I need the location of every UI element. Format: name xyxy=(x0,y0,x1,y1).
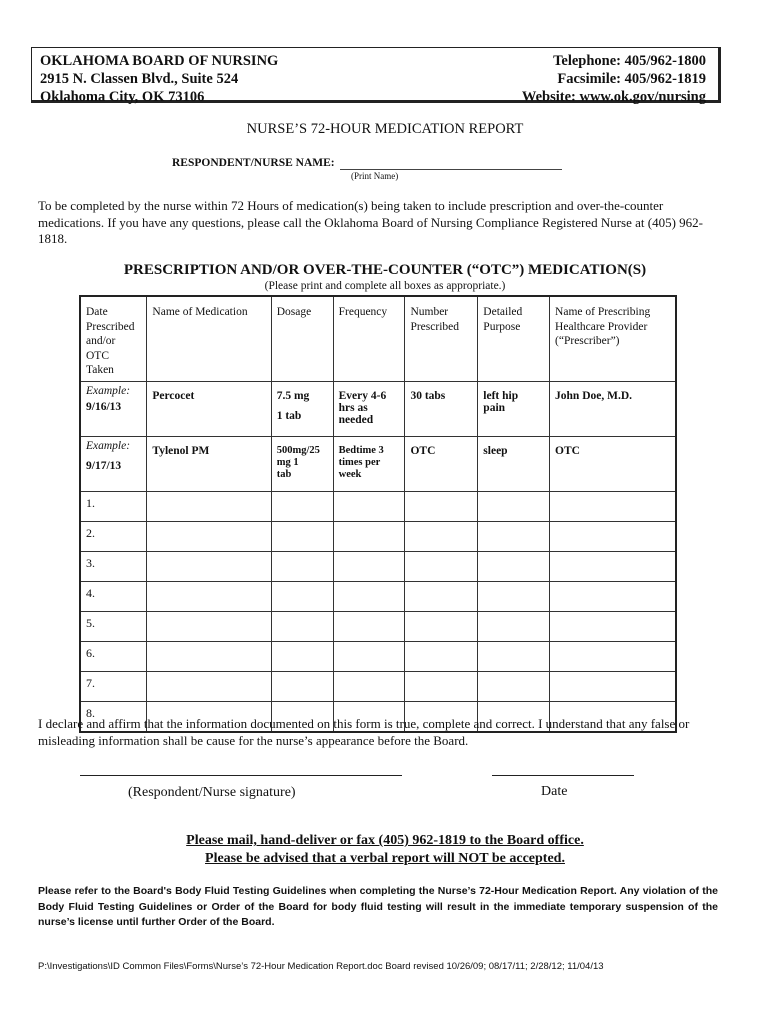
entry-cell[interactable] xyxy=(550,671,676,701)
entry-cell[interactable] xyxy=(405,581,478,611)
section-instructions: (Please print and complete all boxes as appropriate.) xyxy=(264,280,506,292)
entry-cell[interactable] xyxy=(271,611,333,641)
entry-cell[interactable] xyxy=(478,491,550,521)
example-number: OTC xyxy=(405,436,478,491)
example-label: Example: xyxy=(86,439,131,452)
example-prescriber: OTC xyxy=(550,436,676,491)
entry-cell[interactable] xyxy=(147,611,271,641)
entry-cell[interactable] xyxy=(147,581,271,611)
signature-field[interactable] xyxy=(80,775,402,776)
declaration-paragraph: I declare and affirm that the information documented on this form is true, complete and correct. I understand that any false or misleading information shall be cause for the nurse’s appearance before the Board. xyxy=(38,716,690,748)
entry-cell[interactable] xyxy=(333,581,405,611)
entry-cell[interactable] xyxy=(405,521,478,551)
entry-cell[interactable] xyxy=(271,491,333,521)
example-purpose: sleep xyxy=(478,436,550,491)
example-purpose: left hip pain xyxy=(478,381,550,436)
example-date: 9/17/13 xyxy=(86,459,122,472)
address-line-2: Oklahoma City, OK 73106 xyxy=(40,89,205,105)
letterhead-left xyxy=(40,52,278,106)
print-name-hint: (Print Name) xyxy=(351,171,399,181)
col-dosage-header: Dosage xyxy=(271,296,333,381)
row-number: 5. xyxy=(80,611,147,641)
date-field[interactable] xyxy=(492,775,634,776)
table-header-row xyxy=(80,296,676,381)
respondent-name-label: RESPONDENT/NURSE NAME: xyxy=(172,157,335,169)
example-number: 30 tabs xyxy=(405,381,478,436)
intro-paragraph: To be completed by the nurse within 72 Hours of medication(s) being taken to include prescription and over-the-counter medications. If you have any questions, please call the Oklahoma Board of Nursing Compliance Registered Nurse at (405) 962-1818. xyxy=(38,198,703,246)
facsimile: Facsimile: 405/962-1819 xyxy=(557,71,706,87)
table-row xyxy=(80,611,676,641)
col-name-header: Name of Medication xyxy=(147,296,271,381)
example-row-1 xyxy=(80,381,676,436)
section-title: PRESCRIPTION AND/OR OVER-THE-COUNTER (“OTC”) MEDICATION(S) xyxy=(123,262,647,278)
col-number-header: Number Prescribed xyxy=(405,296,478,381)
entry-cell[interactable] xyxy=(550,491,676,521)
entry-cell[interactable] xyxy=(333,521,405,551)
table-row xyxy=(80,491,676,521)
telephone: Telephone: 405/962-1800 xyxy=(553,53,706,69)
mail-instruction: Please mail, hand-deliver or fax (405) 962-1819 to the Board office. xyxy=(186,833,584,848)
signature-label: (Respondent/Nurse signature) xyxy=(128,785,296,800)
entry-cell[interactable] xyxy=(405,611,478,641)
entry-cell[interactable] xyxy=(333,491,405,521)
col-purpose-header: Detailed Purpose xyxy=(478,296,550,381)
body-fluid-notice: Please refer to the Board's Body Fluid Testing Guidelines when completing the Nurse’s 72-Hour Medication Report. Any violation of the Body Fluid Testing Guidelines or Order of the Board for body fluid testing will result in the immediate temporary suspension of the nurse’s license until further Order of the Board. xyxy=(38,885,718,928)
example-dosage: 500mg/25 mg 1 tab xyxy=(271,436,333,491)
row-number: 1. xyxy=(80,491,147,521)
date-label: Date xyxy=(541,784,568,799)
entry-cell[interactable] xyxy=(333,611,405,641)
entry-cell[interactable] xyxy=(271,671,333,701)
entry-cell[interactable] xyxy=(147,491,271,521)
table-row xyxy=(80,641,676,671)
example-prescriber: John Doe, M.D. xyxy=(550,381,676,436)
entry-cell[interactable] xyxy=(147,521,271,551)
row-number: 8. xyxy=(80,701,147,732)
row-number: 3. xyxy=(80,551,147,581)
example-dosage-2: 1 tab xyxy=(276,409,302,422)
entry-cell[interactable] xyxy=(405,641,478,671)
table-row xyxy=(80,521,676,551)
entry-cell[interactable] xyxy=(478,581,550,611)
entry-cell[interactable] xyxy=(550,581,676,611)
col-frequency-header: Frequency xyxy=(333,296,405,381)
entry-cell[interactable] xyxy=(550,641,676,671)
example-frequency: Bedtime 3 times per week xyxy=(333,436,405,491)
submission-instructions xyxy=(0,832,770,868)
example-frequency: Every 4-6 hrs as needed xyxy=(333,381,405,436)
row-number: 2. xyxy=(80,521,147,551)
respondent-name-field[interactable] xyxy=(340,169,562,170)
table-row xyxy=(80,581,676,611)
entry-cell[interactable] xyxy=(271,641,333,671)
row-number: 6. xyxy=(80,641,147,671)
example-medication: Percocet xyxy=(147,381,271,436)
entry-cell[interactable] xyxy=(333,551,405,581)
entry-cell[interactable] xyxy=(271,521,333,551)
letterhead-right xyxy=(522,52,706,106)
example-row-2 xyxy=(80,436,676,491)
example-medication: Tylenol PM xyxy=(147,436,271,491)
example-dosage-1: 7.5 mg xyxy=(276,389,310,402)
entry-cell[interactable] xyxy=(405,551,478,581)
row-number: 7. xyxy=(80,671,147,701)
entry-cell[interactable] xyxy=(405,491,478,521)
example-date: 9/16/13 xyxy=(86,400,122,413)
table-row xyxy=(80,671,676,701)
entry-cell[interactable] xyxy=(478,611,550,641)
letterhead-box xyxy=(31,47,721,103)
medication-table xyxy=(79,295,677,733)
example-label: Example: xyxy=(86,384,131,397)
col-date-header: Date Prescribed and/or OTC Taken xyxy=(80,296,147,381)
address-line-1: 2915 N. Classen Blvd., Suite 524 xyxy=(40,71,239,87)
website: Website: www.ok.gov/nursing xyxy=(521,89,706,105)
entry-cell[interactable] xyxy=(333,671,405,701)
org-name: OKLAHOMA BOARD OF NURSING xyxy=(40,53,279,69)
entry-cell[interactable] xyxy=(271,581,333,611)
entry-cell[interactable] xyxy=(271,551,333,581)
entry-cell[interactable] xyxy=(478,521,550,551)
entry-cell[interactable] xyxy=(550,611,676,641)
entry-cell[interactable] xyxy=(147,641,271,671)
entry-cell[interactable] xyxy=(550,551,676,581)
form-title: NURSE’S 72-HOUR MEDICATION REPORT xyxy=(246,121,524,137)
entry-cell[interactable] xyxy=(478,671,550,701)
entry-cell[interactable] xyxy=(147,551,271,581)
entry-cell[interactable] xyxy=(550,521,676,551)
file-path-footer: P:\Investigations\ID Common Files\Forms\Nurse’s 72-Hour Medication Report.doc Board revised 10/26/09; 08/17/11; 2/28/12; 11/04/13 xyxy=(38,961,604,972)
entry-cell[interactable] xyxy=(147,671,271,701)
col-prescriber-header: Name of Prescribing Healthcare Provider (“Prescriber”) xyxy=(550,296,676,381)
table-row xyxy=(80,551,676,581)
entry-cell[interactable] xyxy=(478,641,550,671)
entry-cell[interactable] xyxy=(478,551,550,581)
verbal-report-warning: Please be advised that a verbal report will NOT be accepted. xyxy=(205,851,565,866)
row-number: 4. xyxy=(80,581,147,611)
entry-cell[interactable] xyxy=(405,671,478,701)
entry-cell[interactable] xyxy=(333,641,405,671)
